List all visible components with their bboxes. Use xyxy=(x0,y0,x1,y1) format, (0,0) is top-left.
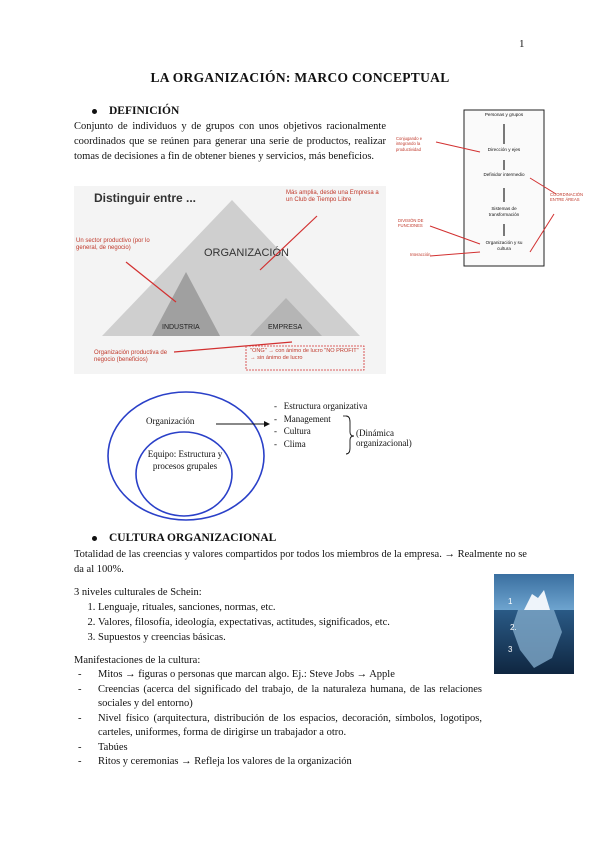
circle-list-item: - Cultura xyxy=(274,426,311,436)
inner-circle-label: Equipo: Estructura y procesos grupales xyxy=(147,449,223,471)
flow-note-left-bottom: Interacción xyxy=(410,252,431,257)
schein-list xyxy=(74,600,454,645)
organizacion-diagram xyxy=(74,186,386,374)
iceberg-svg xyxy=(494,574,574,674)
flow-note-left-mid: DIVISIÓN DE FUNCIONES xyxy=(398,218,424,229)
note-bottom-left: Organización productiva de negocio (beneficios) xyxy=(94,350,168,363)
manif-item: - Nivel físico (arquitectura, distribución de los espacios, decoración, símbolos, logotipos, carteles, uniformes, forma de dirigirse un trabajador a otro. xyxy=(74,712,482,741)
flow-box-5: Organización y su cultura xyxy=(485,240,523,251)
circle-list-item: - Management xyxy=(274,413,331,424)
inner-circle xyxy=(136,432,232,516)
flow-box-1: Personas y grupos xyxy=(484,112,524,117)
organizacion-label: ORGANIZACIÓN xyxy=(204,247,289,259)
empresa-label: EMPRESA xyxy=(268,324,303,331)
definicion-text: Conjunto de individuos y de grupos con unos objetivos racionalmente coordinados que se reúnen para generar una serie de productos, realizar tomas de decisiones a fin de obtener bienes y servicios, más beneficios. xyxy=(74,121,386,162)
page-number: 1 xyxy=(519,38,525,50)
definicion-heading: DEFINICIÓN xyxy=(92,105,179,117)
iceberg-label-2: 2. xyxy=(510,623,517,632)
outer-circle-label: Organización xyxy=(146,416,195,426)
manif-item: - Ritos y ceremonias → Refleja los valores de la organización xyxy=(74,755,482,770)
cultura-heading: CULTURA ORGANIZACIONAL xyxy=(92,532,276,544)
flow-box-3: Definidor intermedio xyxy=(483,172,525,177)
flow-note-right: COORDINACIÓN ENTRE ÁREAS xyxy=(550,192,584,203)
iceberg-label-1: 1 xyxy=(508,597,513,606)
manif-intro: Manifestaciones de la cultura: xyxy=(74,655,201,666)
flow-diagram xyxy=(396,108,584,268)
page-title: LA ORGANIZACIÓN: MARCO CONCEPTUAL xyxy=(150,70,450,85)
organizacion-triangle xyxy=(102,200,360,336)
circle-list-item: - Estructura organizativa xyxy=(274,401,368,411)
schein-level-1: 1. Lenguaje, rituales, sanciones, normas, etc. xyxy=(98,600,454,615)
schein-level-2: 2. Valores, filosofía, ideología, expectativas, actitudes, significados, etc. xyxy=(98,615,454,630)
manif-item: - Tabúes xyxy=(74,741,482,756)
bullet-icon xyxy=(92,536,97,541)
triangle-svg xyxy=(74,186,386,374)
manif-item: - Mitos → figuras o personas que marcan algo. Ej.: Steve Jobs → Apple xyxy=(74,668,482,683)
circle-list-item: - Clima xyxy=(274,438,306,449)
manif-item: - Creencias (acerca del significado del trabajo, de la naturaleza humana, de las relaciones sociales y del entorno) xyxy=(74,683,482,712)
bullet-icon xyxy=(92,109,97,114)
note-bottom-right: "ONG" → con ánimo de lucro "NO PROFIT" → sin ánimo de lucro xyxy=(250,348,359,361)
schein-intro: 3 niveles culturales de Schein: xyxy=(74,587,202,598)
diagram-header: Distinguir entre ... xyxy=(94,191,197,205)
iceberg-image xyxy=(494,574,574,674)
circle-list xyxy=(274,400,367,450)
circle-diagram xyxy=(106,390,446,524)
manif-list xyxy=(74,668,482,770)
schein-level-3: 3. Supuestos y creencias básicas. xyxy=(98,630,454,645)
flow-box-4: Sistemas de transformación xyxy=(488,206,520,217)
note-top: Más amplia, desde una Empresa a un Club de Tiempo Libre xyxy=(286,190,379,203)
note-left: Un sector productivo (por lo general, de negocio) xyxy=(76,238,150,251)
iceberg-label-3: 3 xyxy=(508,645,513,654)
industria-label: INDUSTRIA xyxy=(162,324,200,331)
cultura-text: Totalidad de las creencias y valores compartidos por todos los miembros de la empresa. → Realmente no se da al 100%. xyxy=(74,549,527,575)
flow-box-2: Dirección y ejes xyxy=(487,147,521,152)
flow-svg xyxy=(396,108,562,268)
flow-note-left-top: Conjugando e integrando la productividad xyxy=(396,136,423,152)
brace-label: (Dinámica organizacional) xyxy=(356,428,412,448)
